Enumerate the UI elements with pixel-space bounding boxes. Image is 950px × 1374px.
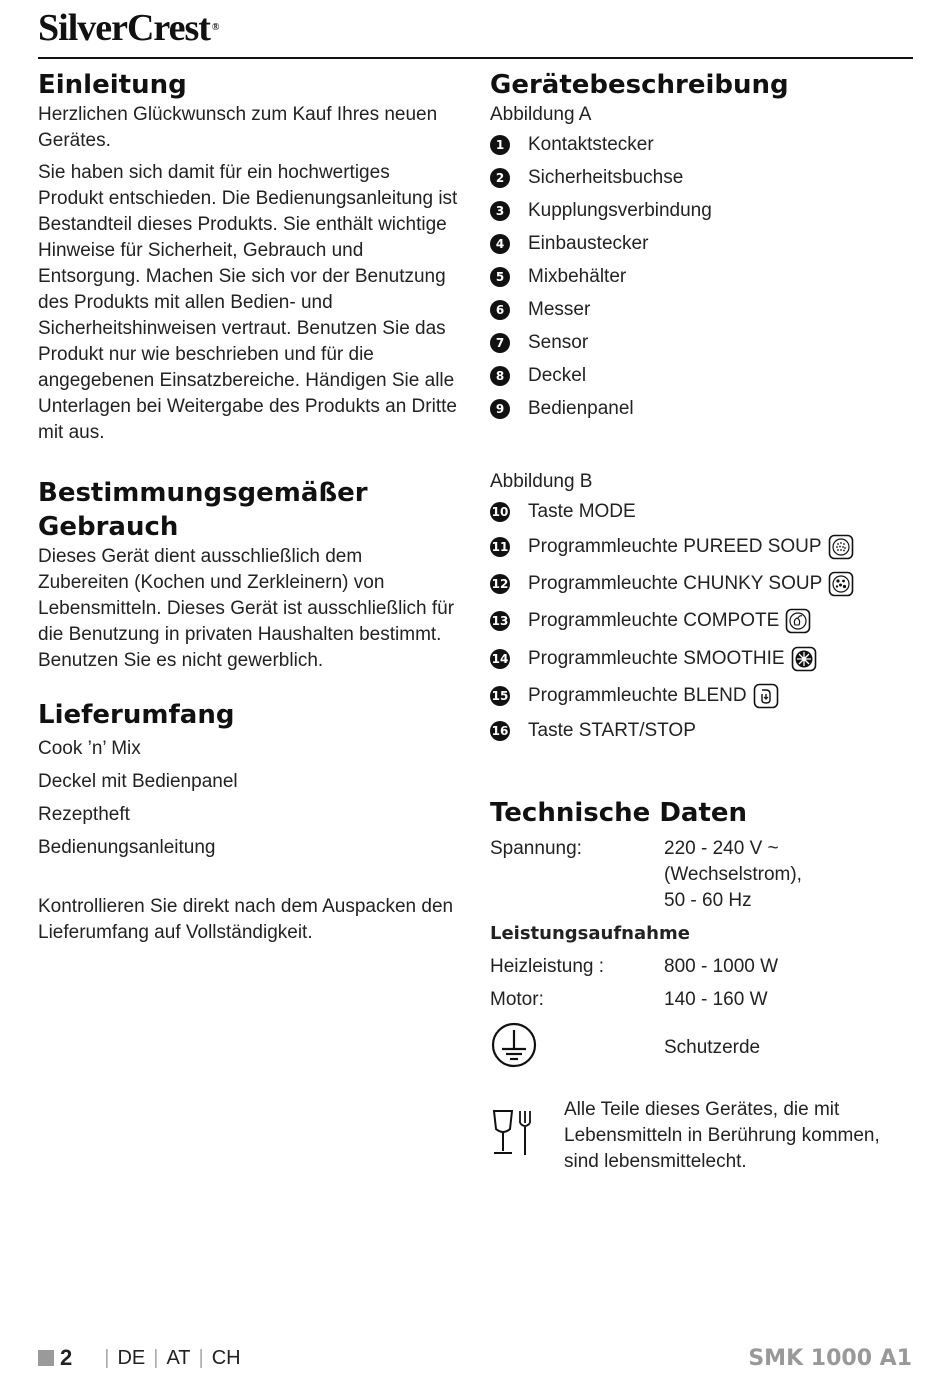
figure-label: Abbildung A	[490, 104, 592, 125]
list-item	[490, 161, 910, 194]
number-badge: 15	[490, 686, 510, 706]
part-label: Programmleuchte PUREED SOUP	[528, 535, 822, 557]
country-code: AT	[166, 1346, 191, 1369]
number-badge: 5	[490, 267, 510, 287]
number-badge: 2	[490, 168, 510, 188]
part-label: Einbaustecker	[528, 232, 649, 254]
part-label: Mixbehälter	[528, 265, 627, 287]
spec-label: Heizleistung :	[490, 955, 605, 977]
list-item	[490, 392, 910, 425]
glass-fork-icon	[490, 1107, 534, 1159]
list-item	[490, 227, 910, 260]
section-title: Gerätebeschreibung	[490, 70, 789, 100]
list-item	[490, 528, 910, 565]
protective-earth-symbol	[490, 1021, 664, 1074]
parts-list-a	[490, 128, 910, 425]
section-introduction	[38, 68, 458, 446]
number-badge: 14	[490, 649, 510, 669]
part-label: Programmleuchte SMOOTHIE	[528, 647, 785, 669]
section-title: Technische Daten	[490, 797, 748, 828]
spec-value: 140 - 160 W	[664, 988, 768, 1010]
list-item	[490, 326, 910, 359]
number-badge: 12	[490, 574, 510, 594]
list-item	[490, 194, 910, 227]
spec-value: Schutzerde	[664, 1036, 761, 1058]
country-code: CH	[211, 1346, 241, 1369]
part-label: Kontaktstecker	[528, 133, 654, 155]
list-item	[490, 293, 910, 326]
list-item	[490, 715, 910, 748]
section-technical-data	[490, 796, 910, 1175]
blend-icon	[753, 683, 779, 709]
pureed-soup-icon	[828, 534, 854, 560]
section-intended-use	[38, 476, 458, 674]
chunky-soup-icon	[828, 571, 854, 597]
section-title: Einleitung	[38, 70, 187, 100]
list-item	[490, 260, 910, 293]
part-label: Programmleuchte BLEND	[528, 685, 747, 707]
part-label: Kupplungsverbindung	[528, 199, 712, 221]
part-label: Sensor	[528, 331, 589, 353]
number-badge: 4	[490, 234, 510, 254]
list-item	[490, 128, 910, 161]
right-column	[490, 68, 910, 1175]
list-item	[490, 603, 910, 640]
left-column	[38, 68, 458, 946]
number-badge: 7	[490, 333, 510, 353]
section-title: Lieferumfang	[38, 700, 235, 730]
footer-square-marker	[38, 1350, 54, 1366]
spec-table	[490, 836, 910, 1175]
spec-value: 800 - 1000 W	[664, 955, 779, 977]
spec-row-voltage	[490, 836, 910, 914]
part-label: Bedienpanel	[528, 397, 634, 419]
section-device-description	[490, 68, 910, 748]
spec-row-protective-earth	[490, 1023, 910, 1073]
paragraph: Dieses Gerät dient ausschließlich dem Zubereiten (Kochen und Zerkleinern) von Lebensmitteln. Dieses Gerät ist ausschließlich für die Benutzung in privaten Haushalten bestimmt. Benutzen Sie es nicht gewerblich.	[38, 546, 455, 671]
number-badge: 9	[490, 399, 510, 419]
model-number: SMK 1000 A1	[748, 1345, 912, 1371]
paragraph: Sie haben sich damit für ein hochwertiges Produkt entschieden. Die Bedienungsanleitung ist Bestandteil dieses Produkts. Sie enthält wichtige Hinweise für Sicherheit, Gebrauch und Entsorgung. Machen Sie sich vor der Benutzung des Produkts mit allen Bedien- und Sicherheitshinweisen vertraut. Benutzen Sie das Produkt nur wie beschrieben und für die angegebenen Einsatzbereiche. Händigen Sie alle Unterlagen bei Weitergabe des Produkts an Dritte mit aus.	[38, 162, 458, 443]
paragraph: Kontrollieren Sie direkt nach dem Auspacken den Lieferumfang auf Vollständigkeit.	[38, 896, 454, 943]
list-item: Cook ’n’ Mix	[38, 738, 141, 759]
number-badge: 16	[490, 721, 510, 741]
list-item	[490, 640, 910, 677]
brand-name: SilverCrest	[38, 7, 210, 49]
food-safe-note	[490, 1097, 910, 1175]
header-rule	[38, 57, 913, 59]
food-safe-symbol	[490, 1097, 564, 1175]
part-label: Deckel	[528, 364, 587, 386]
country-code: DE	[117, 1346, 146, 1369]
number-badge: 8	[490, 366, 510, 386]
divider: |	[104, 1346, 110, 1369]
number-badge: 10	[490, 502, 510, 522]
spec-row-motor	[490, 987, 910, 1013]
spec-label: Motor:	[490, 988, 544, 1010]
list-item: Deckel mit Bedienpanel	[38, 771, 238, 792]
parts-list-b	[490, 495, 910, 748]
number-badge: 3	[490, 201, 510, 221]
list-item	[490, 359, 910, 392]
part-label: Sicherheitsbuchse	[528, 166, 684, 188]
part-label: Programmleuchte COMPOTE	[528, 610, 780, 632]
page-footer	[38, 1343, 912, 1373]
number-badge: 11	[490, 537, 510, 557]
registered-mark: ®	[211, 22, 219, 33]
compote-icon	[785, 608, 811, 634]
list-item	[490, 495, 910, 528]
spec-label: Spannung:	[490, 837, 582, 859]
list-item: Rezeptheft	[38, 804, 130, 825]
spec-value: 220 - 240 V ~ (Wechselstrom), 50 - 60 Hz	[664, 837, 802, 911]
figure-label: Abbildung B	[490, 471, 593, 492]
part-label: Programmleuchte CHUNKY SOUP	[528, 573, 823, 595]
divider: |	[153, 1346, 159, 1369]
divider: |	[198, 1346, 204, 1369]
page-number: 2	[60, 1345, 73, 1370]
paragraph: Herzlichen Glückwunsch zum Kauf Ihres neuen Gerätes.	[38, 104, 438, 151]
list-item: Bedienungsanleitung	[38, 837, 216, 858]
part-label: Taste MODE	[528, 500, 636, 522]
number-badge: 13	[490, 611, 510, 631]
smoothie-icon	[791, 646, 817, 672]
spec-row-heating	[490, 954, 910, 980]
ground-icon	[490, 1021, 538, 1069]
spec-subtitle: Leistungsaufnahme	[490, 922, 690, 944]
list-item	[490, 678, 910, 715]
part-label: Messer	[528, 298, 591, 320]
number-badge: 6	[490, 300, 510, 320]
part-label: Taste START/STOP	[528, 720, 696, 742]
brand-logo	[38, 6, 218, 50]
paragraph: Alle Teile dieses Gerätes, die mit Lebensmitteln in Berührung kommen, sind lebensmittelecht.	[564, 1098, 880, 1172]
section-title: Bestimmungsgemäßer Gebrauch	[38, 478, 368, 542]
list-item	[490, 565, 910, 602]
number-badge: 1	[490, 135, 510, 155]
section-scope-of-delivery	[38, 698, 458, 946]
